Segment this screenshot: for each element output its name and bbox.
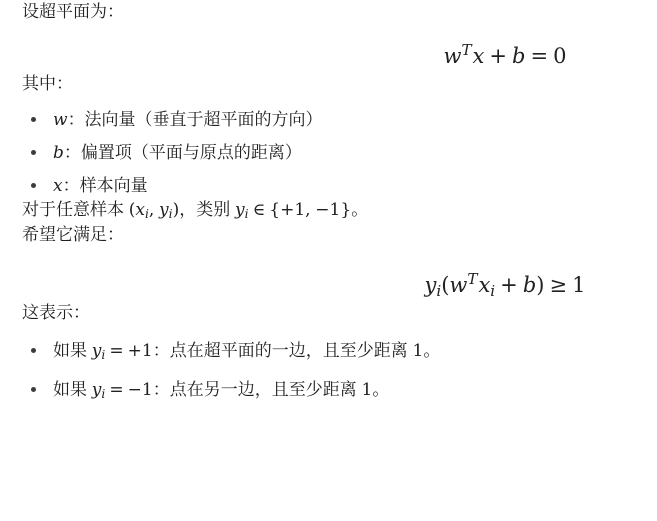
math-token: 1 (329, 200, 341, 220)
bullet-icon (31, 348, 36, 353)
list-item-text (53, 341, 441, 363)
text-run: 这表示： (22, 303, 90, 322)
math-token: 1 (361, 380, 373, 400)
math-token: 1 (412, 341, 424, 361)
math-token: + (127, 341, 142, 361)
text-run: 设超平面为： (22, 2, 124, 21)
text-run: 。 (351, 200, 369, 219)
math-expression (235, 200, 351, 220)
text-run: 。 (423, 341, 441, 360)
math-token: 1 (141, 380, 153, 400)
hyperplane-formula (22, 40, 657, 72)
math-expression (53, 176, 63, 196)
math-token: y (91, 380, 102, 400)
text-run: ：法向量（垂直于超平面的方向） (67, 110, 323, 129)
bullet-icon (31, 387, 36, 392)
math-token: = (109, 341, 124, 361)
math-token: T (461, 40, 472, 59)
math-token: − (127, 380, 142, 400)
math-token: b (512, 44, 526, 68)
list-item (22, 174, 657, 198)
symbol-definition-list (22, 108, 657, 198)
math-token: } (340, 200, 352, 220)
math-token: y (91, 341, 102, 361)
math-token: 0 (553, 44, 567, 68)
list-item (22, 339, 657, 364)
math-token: i (101, 348, 106, 363)
sample-condition-paragraph (22, 198, 657, 223)
math-token: { (269, 200, 281, 220)
math-token: i (490, 281, 496, 300)
this-means-paragraph (22, 301, 657, 325)
math-expression (53, 143, 64, 163)
math-token: + (280, 200, 295, 220)
math-token: y (234, 200, 245, 220)
text-run: ：偏置项（平面与原点的距离） (63, 143, 302, 162)
text-run: 如果 (53, 380, 92, 399)
math-token: w (449, 273, 468, 297)
math-token: + (489, 44, 507, 68)
math-token: x (478, 273, 491, 297)
math-token: w (53, 110, 68, 130)
text-run: 其中： (22, 74, 73, 93)
text-run: ：点在超平面的一边，且至少距离 (152, 341, 413, 360)
list-item (22, 378, 657, 403)
math-token: T (467, 269, 478, 288)
hope-paragraph (22, 223, 657, 247)
text-run: ：样本向量 (62, 176, 148, 195)
bullet-icon (31, 183, 36, 188)
text-run: 。 (372, 380, 390, 399)
bullet-icon (31, 117, 36, 122)
math-token: y (424, 273, 437, 297)
text-run: 对于任意样本 (22, 200, 129, 219)
text-run: 希望它满足： (22, 225, 124, 244)
list-item-text (53, 176, 148, 195)
document-body (22, 0, 657, 403)
math-token: ( (128, 200, 136, 220)
math-token: b (522, 273, 537, 297)
math-expression (92, 341, 153, 361)
math-token: y (159, 200, 169, 220)
list-item-text (53, 110, 323, 129)
math-expression (424, 269, 586, 300)
math-token: ∈ (252, 200, 266, 220)
math-expression (129, 200, 179, 220)
constraint-formula (22, 269, 657, 301)
math-token: 1 (294, 200, 306, 220)
math-token: = (109, 380, 124, 400)
math-token: w (443, 44, 462, 68)
math-token: x (135, 200, 145, 220)
math-token: ) (536, 273, 545, 297)
case-list (22, 339, 657, 403)
math-token: i (101, 387, 106, 402)
where-paragraph (22, 72, 657, 96)
math-token: − (315, 200, 330, 220)
math-token: 1 (572, 273, 586, 297)
text-run: 如果 (53, 341, 92, 360)
math-expression (53, 110, 68, 130)
list-item-text (53, 143, 302, 162)
intro-paragraph (22, 0, 657, 24)
math-expression (92, 380, 153, 400)
bullet-icon (31, 150, 36, 155)
math-token: x (472, 44, 485, 68)
math-token: ( (441, 273, 450, 297)
math-token: ) (172, 200, 180, 220)
math-token: i (436, 281, 442, 300)
math-token: = (530, 44, 549, 68)
math-expression (443, 40, 567, 68)
math-token: , (305, 200, 311, 220)
math-token: b (53, 143, 64, 163)
math-expression (361, 380, 372, 400)
text-run: ：点在另一边，且至少距离 (152, 380, 362, 399)
math-token: i (144, 207, 149, 222)
math-token: x (53, 176, 63, 196)
math-token: ≥ (549, 273, 568, 297)
text-run: ，类别 (179, 200, 235, 219)
list-item (22, 108, 657, 132)
math-token: i (168, 207, 173, 222)
math-expression (412, 341, 423, 361)
math-token: , (148, 200, 155, 220)
list-item (22, 141, 657, 165)
math-token: i (244, 207, 249, 222)
list-item-text (53, 380, 390, 402)
math-token: + (500, 273, 518, 297)
math-token: 1 (141, 341, 153, 361)
